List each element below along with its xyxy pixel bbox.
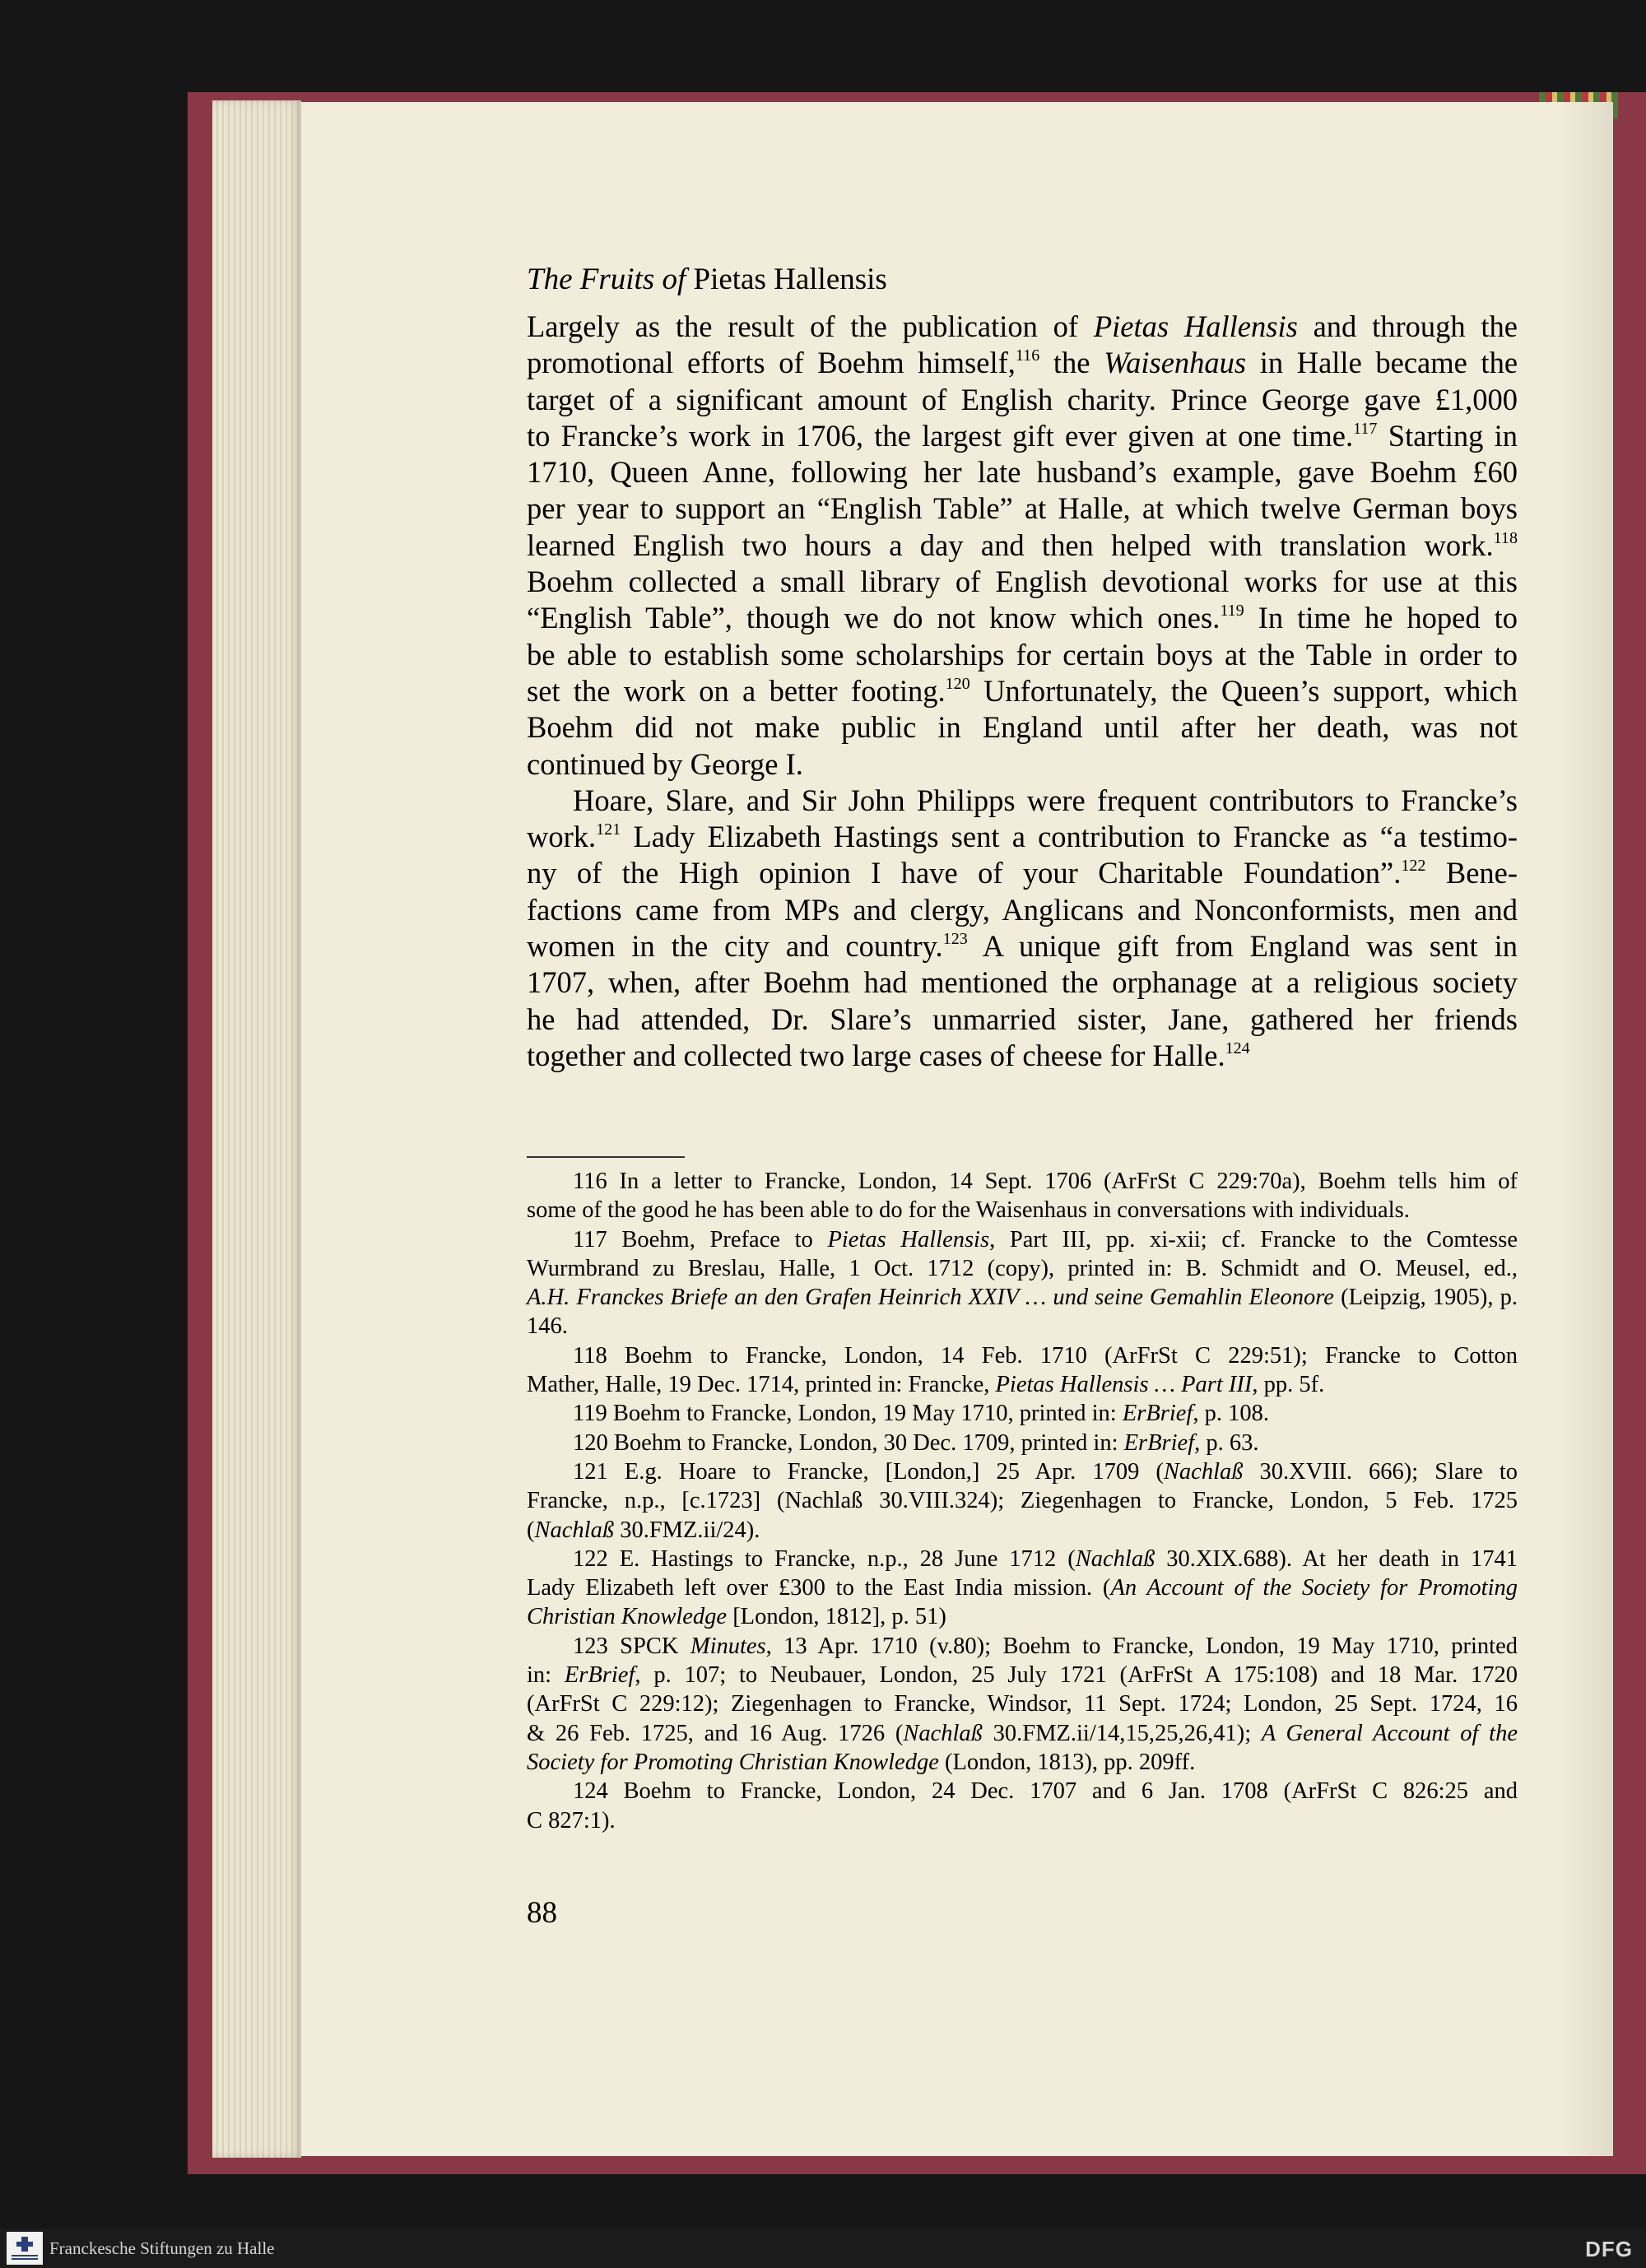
- footnote-line: 119 Boehm to Francke, London, 19 May 1710, printed in: ErBrief, p. 108.: [573, 1401, 1269, 1427]
- footnote-ref: 120: [945, 674, 970, 693]
- text-line: to Francke’s work in 1706, the largest gift ever given at one time.$^{117}$ Starting in: [527, 418, 1518, 453]
- text-line: target of a significant amount of English charity. Prince George gave £1,000: [527, 382, 1518, 416]
- footnote-line: & 26 Feb. 1725, and 16 Aug. 1726 (Nachlaß 30.FMZ.ii/14,15,25,26,41); A General Account of the: [527, 1720, 1518, 1746]
- text-line: Boehm did not make public in England until after her death, was not: [527, 710, 1518, 745]
- text-line: ny of the High opinion I have of your Charitable Foundation”.$^{122}$ Bene-: [527, 856, 1518, 890]
- text-line: he had attended, Dr. Slare’s unmarried sister, Jane, gathered her friends: [527, 1002, 1518, 1036]
- running-head: [527, 262, 887, 297]
- footnote-rule: [527, 1156, 685, 1158]
- footnote-ref: 121: [596, 820, 621, 839]
- footnote-line: 124 Boehm to Francke, London, 24 Dec. 1707 and 6 Jan. 1708 (ArFrSt C 826:25 and: [573, 1778, 1518, 1805]
- footnote-line: 117 Boehm, Preface to Pietas Hallensis, Part III, pp. xi-xii; cf. Francke to the Comtesse: [573, 1226, 1518, 1253]
- text-line: 1710, Queen Anne, following her late husband’s example, gave Boehm £60: [527, 455, 1518, 490]
- institution-logo-icon: [7, 2232, 43, 2265]
- footnote-line: Lady Elizabeth left over £300 to the East India mission. (An Account of the Society for Promoting: [527, 1575, 1518, 1601]
- footnote-ref: 122: [1401, 857, 1426, 876]
- footnote-ref: 119: [1220, 602, 1244, 620]
- footnote-line: 116 In a letter to Francke, London, 14 Sept. 1706 (ArFrSt C 229:70a), Boehm tells him of: [573, 1169, 1518, 1194]
- footnote-line: 123 SPCK Minutes, 13 Apr. 1710 (v.80); Boehm to Francke, London, 19 May 1710, printed: [573, 1633, 1518, 1659]
- footnote-line: 120 Boehm to Francke, London, 30 Dec. 1709, printed in: ErBrief, p. 63.: [573, 1429, 1259, 1456]
- footnote-line: A.H. Franckes Briefe an den Grafen Heinrich XXIV … und seine Gemahlin Eleonore (Leipzig, 1905), p.: [527, 1285, 1518, 1311]
- footnote-line: 146.: [527, 1313, 568, 1340]
- footnote-line: some of the good he has been able to do for the Waisenhaus in conversations with individuals.: [527, 1197, 1410, 1224]
- text-line: be able to establish some scholarships for certain boys at the Table in order to: [527, 637, 1518, 672]
- text-line: learned English two hours a day and then helped with translation work.$^{118}$: [527, 527, 1518, 562]
- footnote-ref: 124: [1225, 1039, 1250, 1057]
- text-line: set the work on a better footing.$^{120}$ Unfortunately, the Queen’s support, which: [527, 673, 1518, 708]
- footnote-line: Mather, Halle, 19 Dec. 1714, printed in: Francke, Pietas Hallensis … Part III, pp. 5f.: [527, 1372, 1325, 1398]
- footnote-ref: 123: [942, 930, 968, 948]
- text-line: per year to support an “English Table” at Halle, at which twelve German boys: [527, 491, 1518, 526]
- footnote-line: Wurmbrand zu Breslau, Halle, 1 Oct. 1712 (copy), printed in: B. Schmidt and O. Meusel, ed.,: [527, 1255, 1518, 1281]
- running-head-italic: The Fruits of: [527, 263, 686, 296]
- footnote-ref: 116: [1015, 346, 1040, 365]
- footnote-line: in: ErBrief, p. 107; to Neubauer, London, 25 July 1721 (ArFrSt A 175:108) and 18 Mar. 1720: [527, 1662, 1518, 1689]
- footnote-line: Francke, n.p., [c.1723] (Nachlaß 30.VIII.324); Ziegenhagen to Francke, London, 5 Feb. 1725: [527, 1488, 1518, 1514]
- running-head-title: Pietas Hallensis: [693, 263, 887, 296]
- text-line: factions came from MPs and clergy, Anglicans and Nonconformists, men and: [527, 892, 1518, 927]
- footnote-line: (Nachlaß 30.FMZ.ii/24).: [527, 1517, 760, 1543]
- text-line: work.$^{121}$ Lady Elizabeth Hastings sent a contribution to Francke as “a testimo-: [527, 820, 1518, 854]
- footnote-line: C 827:1).: [527, 1807, 616, 1833]
- footnote-ref: 117: [1353, 419, 1378, 438]
- footnote-line: (ArFrSt C 229:12); Ziegenhagen to Francke, Windsor, 11 Sept. 1724; London, 25 Sept. 1724, 16: [527, 1691, 1518, 1717]
- text-line: Boehm collected a small library of English devotional works for use at this: [527, 565, 1518, 599]
- text-line: “English Table”, though we do not know which ones.$^{119}$ In time he hoped to: [527, 601, 1518, 635]
- footnotes: [527, 1167, 1518, 1835]
- funder-logo: DFG: [1585, 2237, 1633, 2261]
- footnote-line: 122 E. Hastings to Francke, n.p., 28 June 1712 (Nachlaß 30.XIX.688). At her death in 1741: [573, 1545, 1518, 1572]
- footnote-line: 118 Boehm to Francke, London, 14 Feb. 1710 (ArFrSt C 229:51); Francke to Cotton: [573, 1342, 1518, 1369]
- text-line: Hoare, Slare, and Sir John Philipps were frequent contributors to Francke’s: [573, 783, 1518, 817]
- viewer-footer: [0, 2228, 1646, 2268]
- text-line: 1707, when, after Boehm had mentioned the orphanage at a religious society: [527, 965, 1518, 1000]
- text-line: promotional efforts of Boehm himself,$^{116}$ the Waisenhaus in Halle became the: [527, 346, 1518, 380]
- page-edges: [212, 100, 301, 2158]
- footnote-line: 121 E.g. Hoare to Francke, [London,] 25 Apr. 1709 (Nachlaß 30.XVIII. 666); Slare to: [573, 1458, 1518, 1485]
- text-line: continued by George I.: [527, 746, 803, 781]
- text-line: together and collected two large cases of cheese for Halle.$^{124}$: [527, 1038, 1250, 1072]
- text-line: women in the city and country.$^{123}$ A unique gift from England was sent in: [527, 929, 1518, 964]
- footnote-line: Christian Knowledge [London, 1812], p. 51): [527, 1604, 946, 1630]
- institution-name: Franckesche Stiftungen zu Halle: [49, 2238, 275, 2258]
- footnote-line: Society for Promoting Christian Knowledge (London, 1813), pp. 209ff.: [527, 1749, 1196, 1775]
- footnote-ref: 118: [1493, 528, 1518, 547]
- text-line: Largely as the result of the publication of Pietas Hallensis and through the: [527, 309, 1518, 343]
- body-text: [527, 309, 1518, 1074]
- page-number: 88: [527, 1896, 557, 1930]
- gutter-shade: [1562, 102, 1613, 2156]
